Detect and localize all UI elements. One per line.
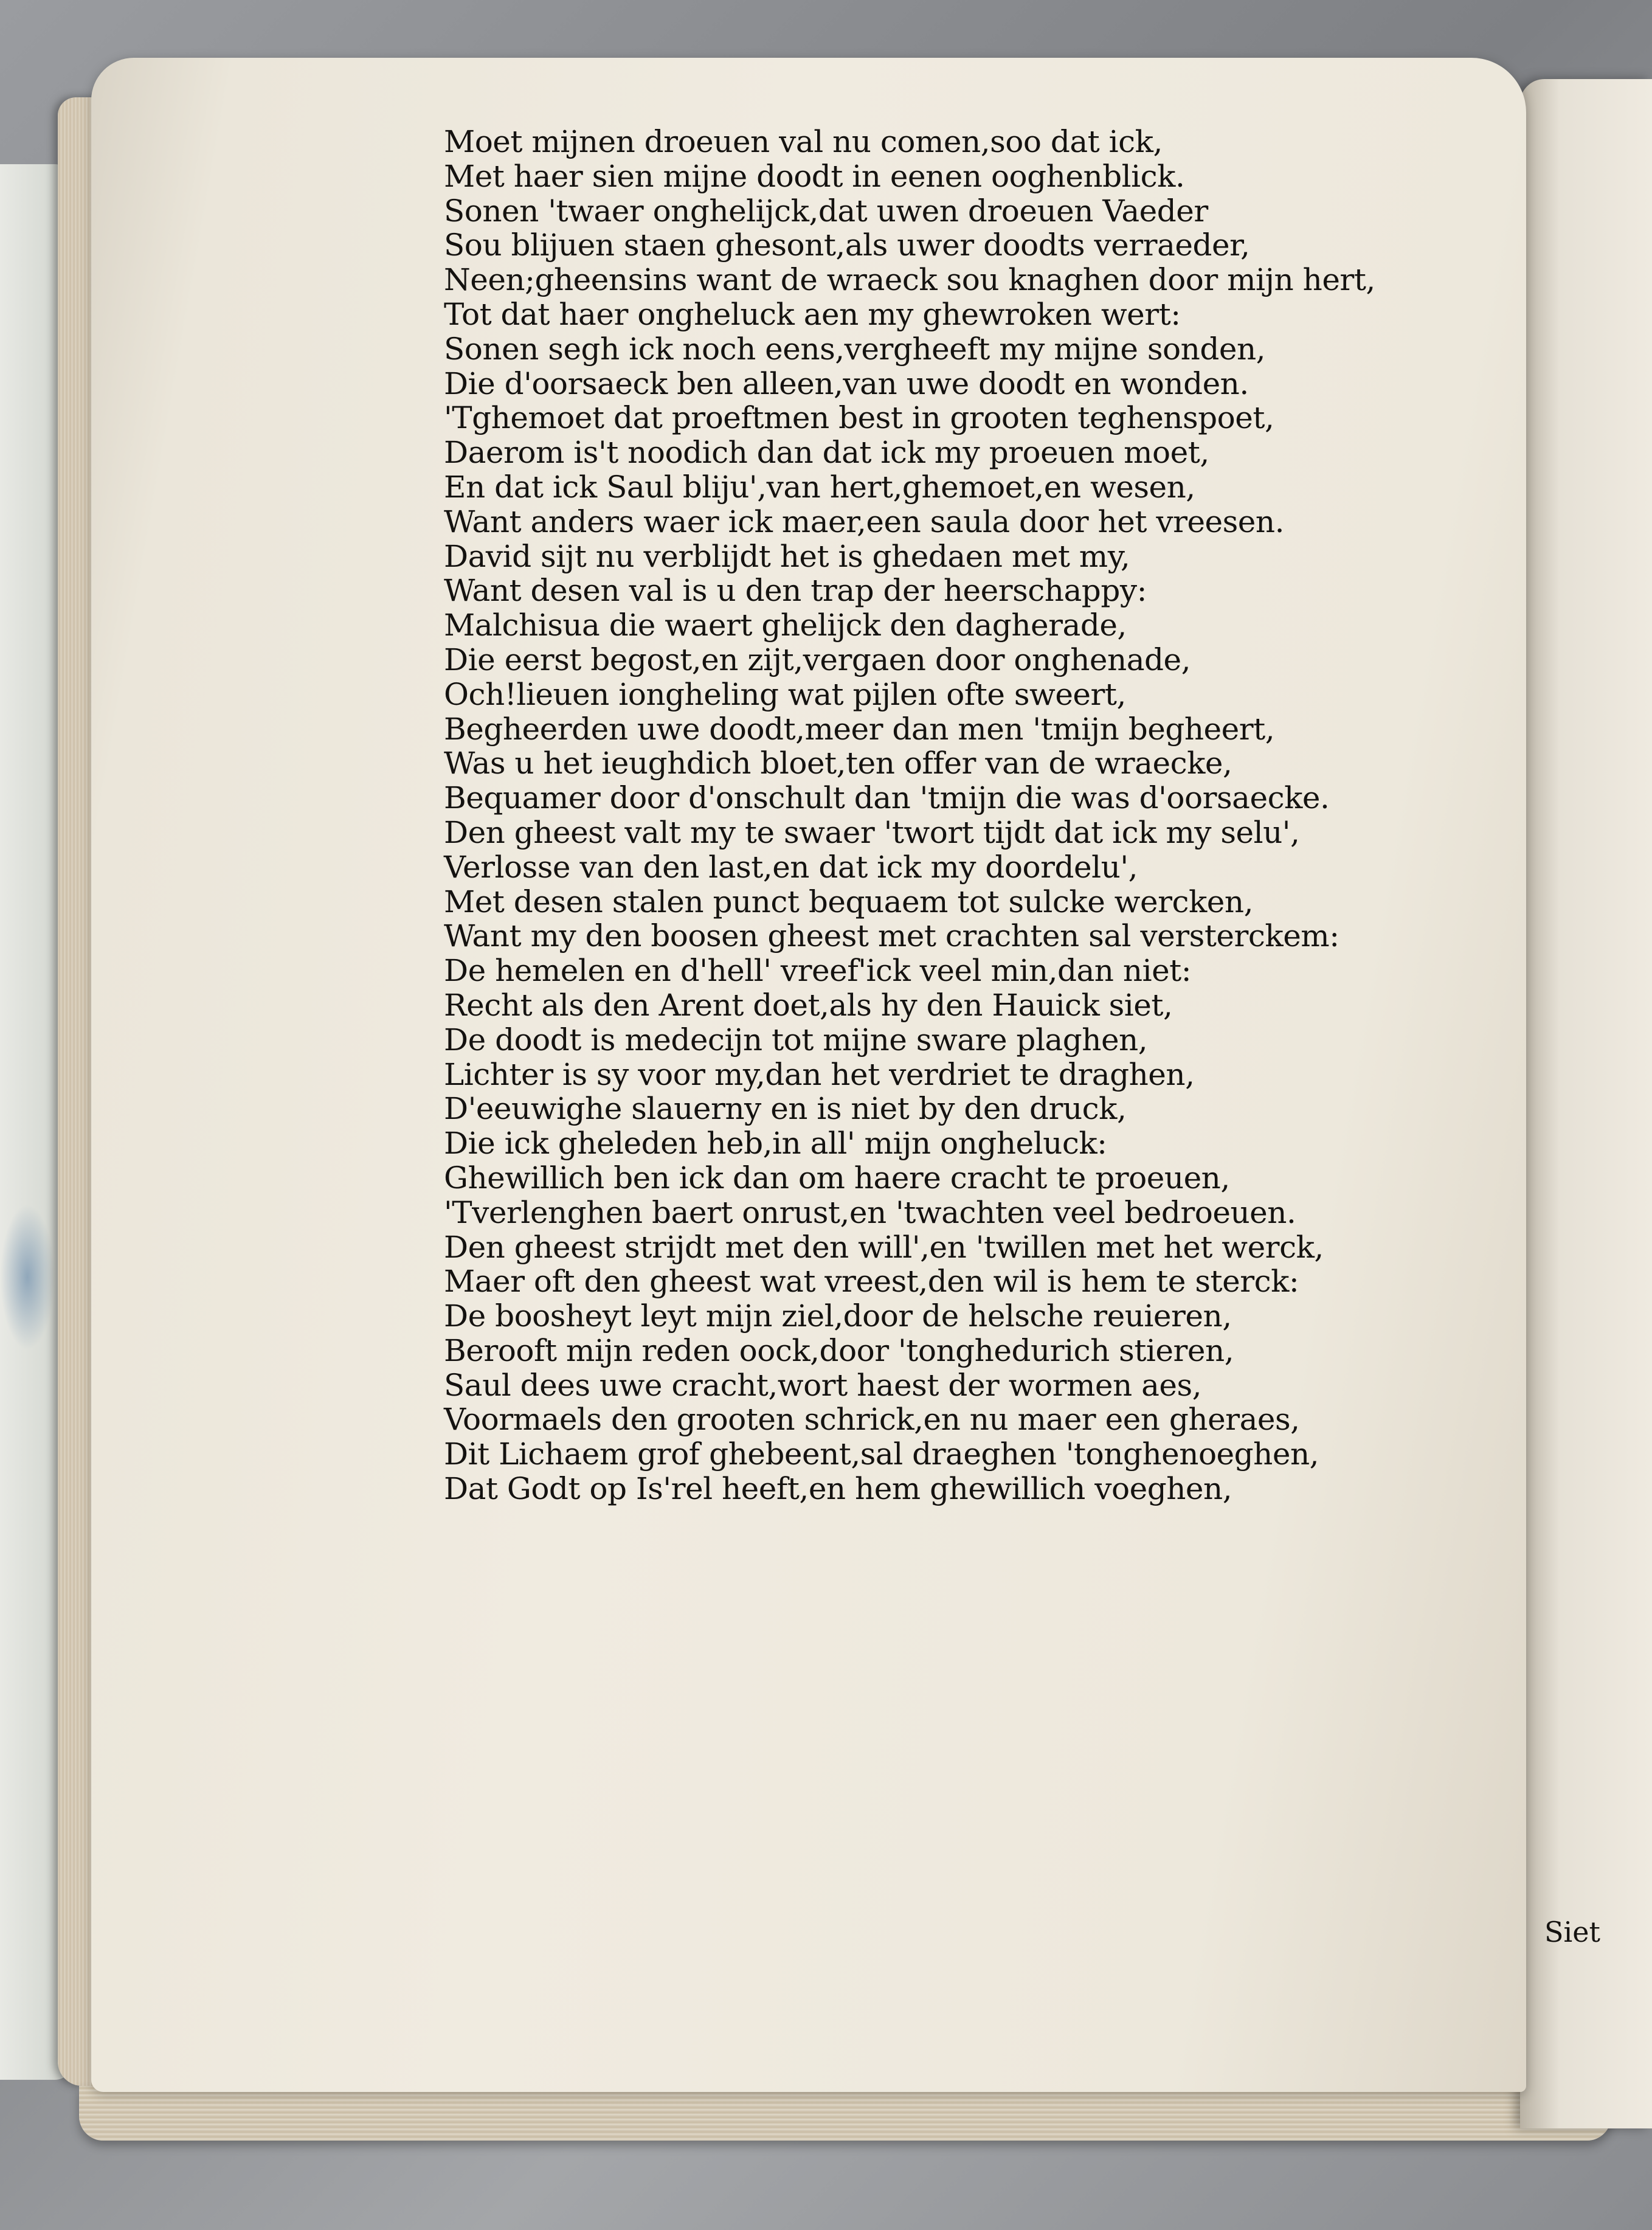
poem-line: David sijt nu verblijdt het is ghedaen met my,	[444, 538, 1130, 574]
poem-line: Verlosse van den last,en dat ick my doordelu',	[444, 849, 1138, 885]
poem-line: Den gheest strijdt met den will',en 'twillen met het werck,	[444, 1229, 1324, 1265]
poem-line: Maer oft den gheest wat vreest,den wil is hem te sterck:	[444, 1264, 1299, 1300]
poem-line: Och!lieuen iongheling wat pijlen ofte sweert,	[444, 676, 1126, 712]
book-bottom-edge	[79, 2086, 1611, 2141]
poem-line: Die ick gheleden heb,in all' mijn ongheluck:	[444, 1126, 1107, 1162]
poem-line: De doodt is medecijn tot mijne sware plaghen,	[444, 1022, 1148, 1058]
cover-stain	[0, 1204, 55, 1350]
poem-line: Dit Lichaem grof ghebeent,sal draeghen 'tonghenoeghen,	[444, 1436, 1319, 1472]
poem-line: Want anders waer ick maer,een saula door het vreesen.	[444, 504, 1284, 539]
poem-line: Bequamer door d'onschult dan 'tmijn die was d'oorsaecke.	[444, 780, 1330, 816]
poem-line: Tot dat haer ongheluck aen my ghewroken wert:	[444, 296, 1181, 332]
poem-line: 'Tghemoet dat proeftmen best in grooten teghenspoet,	[444, 400, 1274, 436]
poem-line: Sonen 'twaer onghelijck,dat uwen droeuen Vaeder	[444, 193, 1208, 229]
poem-line: Begheerden uwe doodt,meer dan men 'tmijn begheert,	[444, 711, 1275, 747]
poem-line: Was u het ieughdich bloet,ten offer van de wraecke,	[444, 746, 1232, 781]
poem-line: Want my den boosen gheest met crachten sal versterckem:	[444, 918, 1339, 954]
poem-line: Den gheest valt my te swaer 'twort tijdt dat ick my selu',	[444, 814, 1300, 850]
poem-text	[444, 125, 1502, 1506]
poem-line: Voormaels den grooten schrick,en nu maer een gheraes,	[444, 1402, 1300, 1438]
poem-line: Ghewillich ben ick dan om haere cracht te proeuen,	[444, 1160, 1230, 1196]
poem-line: Moet mijnen droeuen val nu comen,soo dat ick,	[444, 124, 1163, 159]
poem-line: Recht als den Arent doet,als hy den Hauick siet,	[444, 987, 1173, 1023]
poem-line: Berooft mijn reden oock,door 'tonghedurich stieren,	[444, 1332, 1234, 1368]
catchword: Siet	[1544, 1916, 1600, 1948]
poem-line: Dat Godt op Is'rel heeft,en hem ghewillich voeghen,	[444, 1471, 1232, 1507]
poem-line: De hemelen en d'hell' vreef'ick veel min,dan niet:	[444, 953, 1192, 989]
poem-line: Saul dees uwe cracht,wort haest der wormen aes,	[444, 1367, 1202, 1403]
poem-line: Want desen val is u den trap der heerschappy:	[444, 573, 1147, 609]
poem-line: Neen;gheensins want de wraeck sou knaghen door mijn hert,	[444, 262, 1375, 298]
poem-line: Daerom is't noodich dan dat ick my proeuen moet,	[444, 435, 1209, 471]
poem-line: Sou blijuen staen ghesont,als uwer doodts verraeder,	[444, 227, 1250, 263]
poem-line: Die eerst begost,en zijt,vergaen door onghenade,	[444, 642, 1191, 677]
poem-line: Sonen segh ick noch eens,vergheeft my mijne sonden,	[444, 331, 1266, 367]
poem-line: Met haer sien mijne doodt in eenen ooghenblick.	[444, 158, 1185, 194]
poem-line: En dat ick Saul bliju',van hert,ghemoet,en wesen,	[444, 469, 1195, 505]
poem-line: 'Tverlenghen baert onrust,en 'twachten veel bedroeuen.	[444, 1194, 1296, 1230]
poem-line: Malchisua die waert ghelijck den dagherade,	[444, 608, 1127, 643]
poem-line: Lichter is sy voor my,dan het verdriet te draghen,	[444, 1056, 1195, 1092]
poem-line: D'eeuwighe slauerny en is niet by den druck,	[444, 1091, 1127, 1127]
poem-line: Die d'oorsaeck ben alleen,van uwe doodt en wonden.	[444, 365, 1249, 401]
adjacent-page	[1520, 79, 1652, 2128]
poem-line: De boosheyt leyt mijn ziel,door de helsche reuieren,	[444, 1298, 1232, 1334]
poem-line: Met desen stalen punct bequaem tot sulcke wercken,	[444, 884, 1253, 919]
